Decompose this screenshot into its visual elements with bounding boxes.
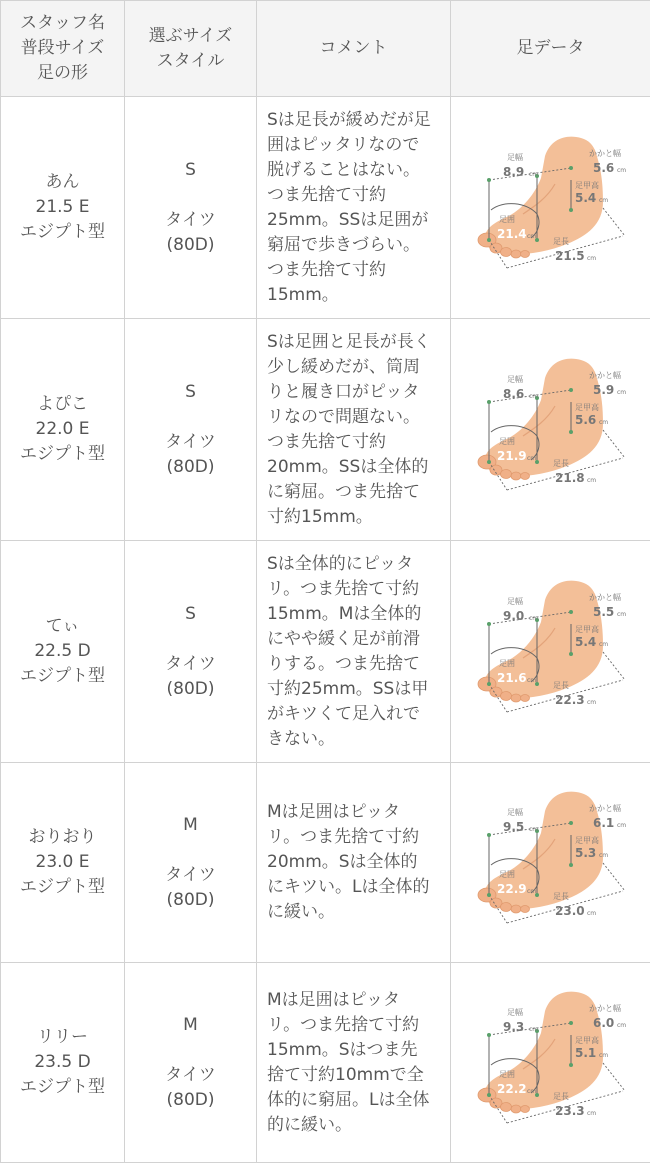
denier: (80D) <box>166 678 215 699</box>
staff-cell <box>1 541 125 763</box>
label-girth: 足囲 <box>498 1069 515 1079</box>
value-girth: 22.9 <box>496 881 527 896</box>
unit-cm: cm <box>586 909 596 917</box>
unit-cm: cm <box>616 610 626 618</box>
label-length: 足長 <box>552 680 569 690</box>
staff-name: よぴこ <box>37 394 88 414</box>
denier: (80D) <box>166 1089 215 1110</box>
staff-cell <box>1 763 125 963</box>
label-length: 足長 <box>552 891 569 901</box>
header-foot-data: 足データ <box>451 1 650 97</box>
label-width: 足幅 <box>506 374 523 384</box>
table-row <box>1 963 650 1163</box>
comment-line: 25mm。SSは足囲が <box>267 209 429 230</box>
value-length: 23.3 <box>554 1103 585 1118</box>
measure-dot <box>487 460 491 464</box>
foot-data-cell <box>451 97 650 319</box>
unit-cm: cm <box>528 1025 538 1033</box>
denier: (80D) <box>166 889 215 910</box>
value-width: 9.3 <box>502 1019 524 1034</box>
comment-line: Sは全体的にピッタ <box>267 553 414 574</box>
measure-dot <box>487 682 491 686</box>
unit-cm: cm <box>586 476 596 484</box>
measure-dot <box>569 430 573 434</box>
style-name: タイツ <box>165 864 216 885</box>
value-length: 21.8 <box>554 470 585 485</box>
comment-line: 脱げることはない。 <box>267 159 420 180</box>
heel-line <box>603 1063 625 1091</box>
comment-line: Mは足囲はピッタ <box>267 989 400 1010</box>
toe <box>511 694 521 702</box>
comment-line: つま先捨て寸約 <box>267 184 386 205</box>
size-cell <box>125 541 257 763</box>
table-row <box>1 319 650 541</box>
foot-diagram <box>463 128 639 288</box>
comment-line: 20mm。Sは全体的 <box>267 852 418 872</box>
usual-size: 23.5 D <box>34 1052 91 1072</box>
unit-cm: cm <box>586 698 596 706</box>
staff-cell <box>1 97 125 319</box>
measure-dot <box>487 622 491 626</box>
unit-cm: cm <box>598 851 608 859</box>
label-heel: かかと幅 <box>588 592 621 602</box>
value-instep: 5.1 <box>574 1045 596 1060</box>
usual-size: 23.0 E <box>35 852 90 872</box>
header-size-line: 選ぶサイズ <box>148 25 233 46</box>
unit-cm: cm <box>598 1051 608 1059</box>
toe <box>520 905 529 912</box>
value-heel: 5.5 <box>592 604 614 619</box>
value-girth: 21.6 <box>496 670 527 685</box>
toe <box>500 247 511 256</box>
chosen-size: M <box>183 814 198 835</box>
toe <box>520 694 529 701</box>
style-name: タイツ <box>165 653 216 674</box>
comment-line: 寸約15mm。 <box>267 506 373 527</box>
value-width: 9.0 <box>502 608 524 623</box>
unit-cm: cm <box>586 1109 596 1117</box>
label-heel: かかと幅 <box>588 1003 621 1013</box>
label-length: 足長 <box>552 236 569 246</box>
unit-cm: cm <box>586 254 596 262</box>
comment-cell <box>257 763 451 963</box>
comment-line: Mは足囲はピッタ <box>267 802 400 822</box>
header-staff-line: 足の形 <box>37 63 88 83</box>
comment-line: Sは足長が緩めだが足 <box>267 109 431 130</box>
toe <box>500 469 511 478</box>
chosen-size: S <box>185 159 196 180</box>
comment-line: きない。 <box>267 728 335 749</box>
usual-size: 22.5 D <box>34 641 91 661</box>
label-length: 足長 <box>552 458 569 468</box>
comment-line: 15mm。Mは全体的 <box>267 603 422 624</box>
unit-cm: cm <box>526 887 536 895</box>
comment-cell <box>257 963 451 1163</box>
heel-line <box>603 430 625 458</box>
unit-cm: cm <box>598 418 608 426</box>
staff-name: てぃ <box>45 616 80 636</box>
label-width: 足幅 <box>506 152 523 162</box>
comment-line: 寸約25mm。SSは甲 <box>267 678 429 699</box>
unit-cm: cm <box>598 640 608 648</box>
unit-cm: cm <box>528 392 538 400</box>
unit-cm: cm <box>616 388 626 396</box>
unit-cm: cm <box>526 676 536 684</box>
comment-line: 20mm。SSは全体的 <box>267 456 429 477</box>
comment-line: Sは足囲と足長が長く <box>267 331 431 352</box>
header-staff-line: スタッフ名 <box>20 13 105 33</box>
foot-data-cell <box>451 319 650 541</box>
measure-dot <box>569 1021 573 1025</box>
style-name: タイツ <box>165 209 216 230</box>
denier: (80D) <box>166 456 215 477</box>
toe <box>500 1102 511 1111</box>
toe <box>511 905 521 913</box>
comment-line: がキツくて足入れで <box>267 703 420 724</box>
comment-line: にキツい。Lは全体的 <box>267 877 430 897</box>
comment-line: リなので問題ない。 <box>267 406 420 427</box>
header-staff-line: 普段サイズ <box>20 38 105 58</box>
foot-diagram <box>463 572 639 732</box>
unit-cm: cm <box>528 614 538 622</box>
toe <box>500 691 511 700</box>
comment-line: 捨て寸約10mmで全 <box>267 1064 424 1085</box>
chosen-size: M <box>183 1014 198 1035</box>
header-row <box>1 1 650 97</box>
unit-cm: cm <box>528 170 538 178</box>
label-girth: 足囲 <box>498 869 515 879</box>
measure-dot <box>569 1063 573 1067</box>
label-heel: かかと幅 <box>588 148 621 158</box>
unit-cm: cm <box>526 1087 536 1095</box>
value-length: 22.3 <box>554 692 585 707</box>
comment-cell <box>257 319 451 541</box>
measure-dot <box>569 652 573 656</box>
value-heel: 5.6 <box>592 160 614 175</box>
label-heel: かかと幅 <box>588 803 621 813</box>
measure-dot <box>569 821 573 825</box>
comment-line: 窮屈で歩きづらい。 <box>267 234 420 255</box>
comment-line: に窮屈。つま先捨て <box>267 481 420 502</box>
toe <box>511 472 521 480</box>
toe <box>520 472 529 479</box>
value-width: 8.9 <box>502 164 524 179</box>
comment-line: リ。つま先捨て寸約 <box>267 827 420 847</box>
unit-cm: cm <box>528 825 538 833</box>
toe <box>520 250 529 257</box>
measure-dot <box>569 208 573 212</box>
foot-data-cell <box>451 963 650 1163</box>
foot-shape: エジプト型 <box>20 222 105 242</box>
measure-dot <box>487 1093 491 1097</box>
measure-dot <box>569 166 573 170</box>
comment-cell <box>257 541 451 763</box>
toe <box>511 1105 521 1113</box>
label-girth: 足囲 <box>498 436 515 446</box>
header-size <box>125 1 257 97</box>
staff-cell <box>1 963 125 1163</box>
value-heel: 6.1 <box>592 815 614 830</box>
size-cell <box>125 763 257 963</box>
comment-line: に緩い。 <box>267 902 335 922</box>
value-width: 8.6 <box>502 386 524 401</box>
label-instep: 足甲高 <box>574 835 599 845</box>
comment-line: 的に緩い。 <box>267 1114 352 1135</box>
foot-diagram <box>463 783 639 943</box>
value-instep: 5.6 <box>574 412 596 427</box>
measure-dot <box>487 893 491 897</box>
measure-dot <box>569 388 573 392</box>
label-width: 足幅 <box>506 596 523 606</box>
staff-name: おりおり <box>28 827 97 847</box>
value-instep: 5.3 <box>574 845 596 860</box>
table-row <box>1 541 650 763</box>
measure-dot <box>487 1033 491 1037</box>
measure-dot <box>487 238 491 242</box>
value-girth: 21.9 <box>496 448 527 463</box>
label-girth: 足囲 <box>498 658 515 668</box>
chosen-size: S <box>185 381 196 402</box>
header-size-line: スタイル <box>156 50 225 71</box>
toe <box>500 902 511 911</box>
comment-line: 体的に窮屈。Lは全体 <box>267 1089 430 1110</box>
value-heel: 5.9 <box>592 382 614 397</box>
label-instep: 足甲高 <box>574 180 599 190</box>
label-instep: 足甲高 <box>574 402 599 412</box>
comment-line: 囲はピッタリなので <box>267 134 420 155</box>
unit-cm: cm <box>598 196 608 204</box>
size-cell <box>125 963 257 1163</box>
value-girth: 22.2 <box>496 1081 527 1096</box>
label-instep: 足甲高 <box>574 624 599 634</box>
header-staff <box>1 1 125 97</box>
unit-cm: cm <box>616 821 626 829</box>
comment-line: にやや緩く足が前滑 <box>267 628 420 649</box>
measure-dot <box>487 400 491 404</box>
heel-line <box>603 208 625 236</box>
value-instep: 5.4 <box>574 190 596 205</box>
measure-dot <box>487 833 491 837</box>
comment-line: りする。つま先捨て <box>267 653 420 674</box>
toe <box>511 250 521 258</box>
denier: (80D) <box>166 234 215 255</box>
staff-name: あん <box>45 172 80 192</box>
label-heel: かかと幅 <box>588 370 621 380</box>
foot-diagram <box>463 350 639 510</box>
value-width: 9.5 <box>502 819 524 834</box>
unit-cm: cm <box>526 232 536 240</box>
heel-line <box>603 863 625 891</box>
value-length: 23.0 <box>554 903 585 918</box>
measure-dot <box>569 610 573 614</box>
comment-line: リ。つま先捨て寸約 <box>267 1014 420 1035</box>
comment-line: りと履き口がピッタ <box>267 381 420 402</box>
foot-data-cell <box>451 763 650 963</box>
label-girth: 足囲 <box>498 214 515 224</box>
label-length: 足長 <box>552 1091 569 1101</box>
unit-cm: cm <box>616 1021 626 1029</box>
style-name: タイツ <box>165 1064 216 1085</box>
table-body <box>1 97 650 1163</box>
unit-cm: cm <box>526 454 536 462</box>
comment-cell <box>257 97 451 319</box>
label-width: 足幅 <box>506 1007 523 1017</box>
usual-size: 22.0 E <box>35 419 90 439</box>
usual-size: 21.5 E <box>35 197 90 217</box>
table-row <box>1 97 650 319</box>
comment-line: 15mm。 <box>267 284 339 305</box>
heel-line <box>603 652 625 680</box>
value-instep: 5.4 <box>574 634 596 649</box>
value-length: 21.5 <box>554 248 585 263</box>
chosen-size: S <box>185 603 196 624</box>
foot-shape: エジプト型 <box>20 877 105 897</box>
foot-shape: エジプト型 <box>20 666 105 686</box>
label-width: 足幅 <box>506 807 523 817</box>
foot-diagram <box>463 983 639 1143</box>
comment-line: つま先捨て寸約 <box>267 259 386 280</box>
comment-line: 15mm。Sはつま先 <box>267 1039 418 1060</box>
comment-line: つま先捨て寸約 <box>267 431 386 452</box>
toe <box>520 1105 529 1112</box>
measure-dot <box>569 863 573 867</box>
foot-data-cell <box>451 541 650 763</box>
style-name: タイツ <box>165 431 216 452</box>
label-instep: 足甲高 <box>574 1035 599 1045</box>
size-cell <box>125 319 257 541</box>
staff-name: リリー <box>37 1027 88 1047</box>
size-cell <box>125 97 257 319</box>
value-girth: 21.4 <box>496 226 527 241</box>
value-heel: 6.0 <box>592 1015 614 1030</box>
header-comment: コメント <box>257 1 451 97</box>
measure-dot <box>487 178 491 182</box>
staff-cell <box>1 319 125 541</box>
unit-cm: cm <box>616 166 626 174</box>
foot-shape: エジプト型 <box>20 1077 105 1097</box>
comment-line: リ。つま先捨て寸約 <box>267 578 420 599</box>
foot-shape: エジプト型 <box>20 444 105 464</box>
table-row <box>1 763 650 963</box>
comment-line: 少し緩めだが、筒周 <box>267 356 420 377</box>
